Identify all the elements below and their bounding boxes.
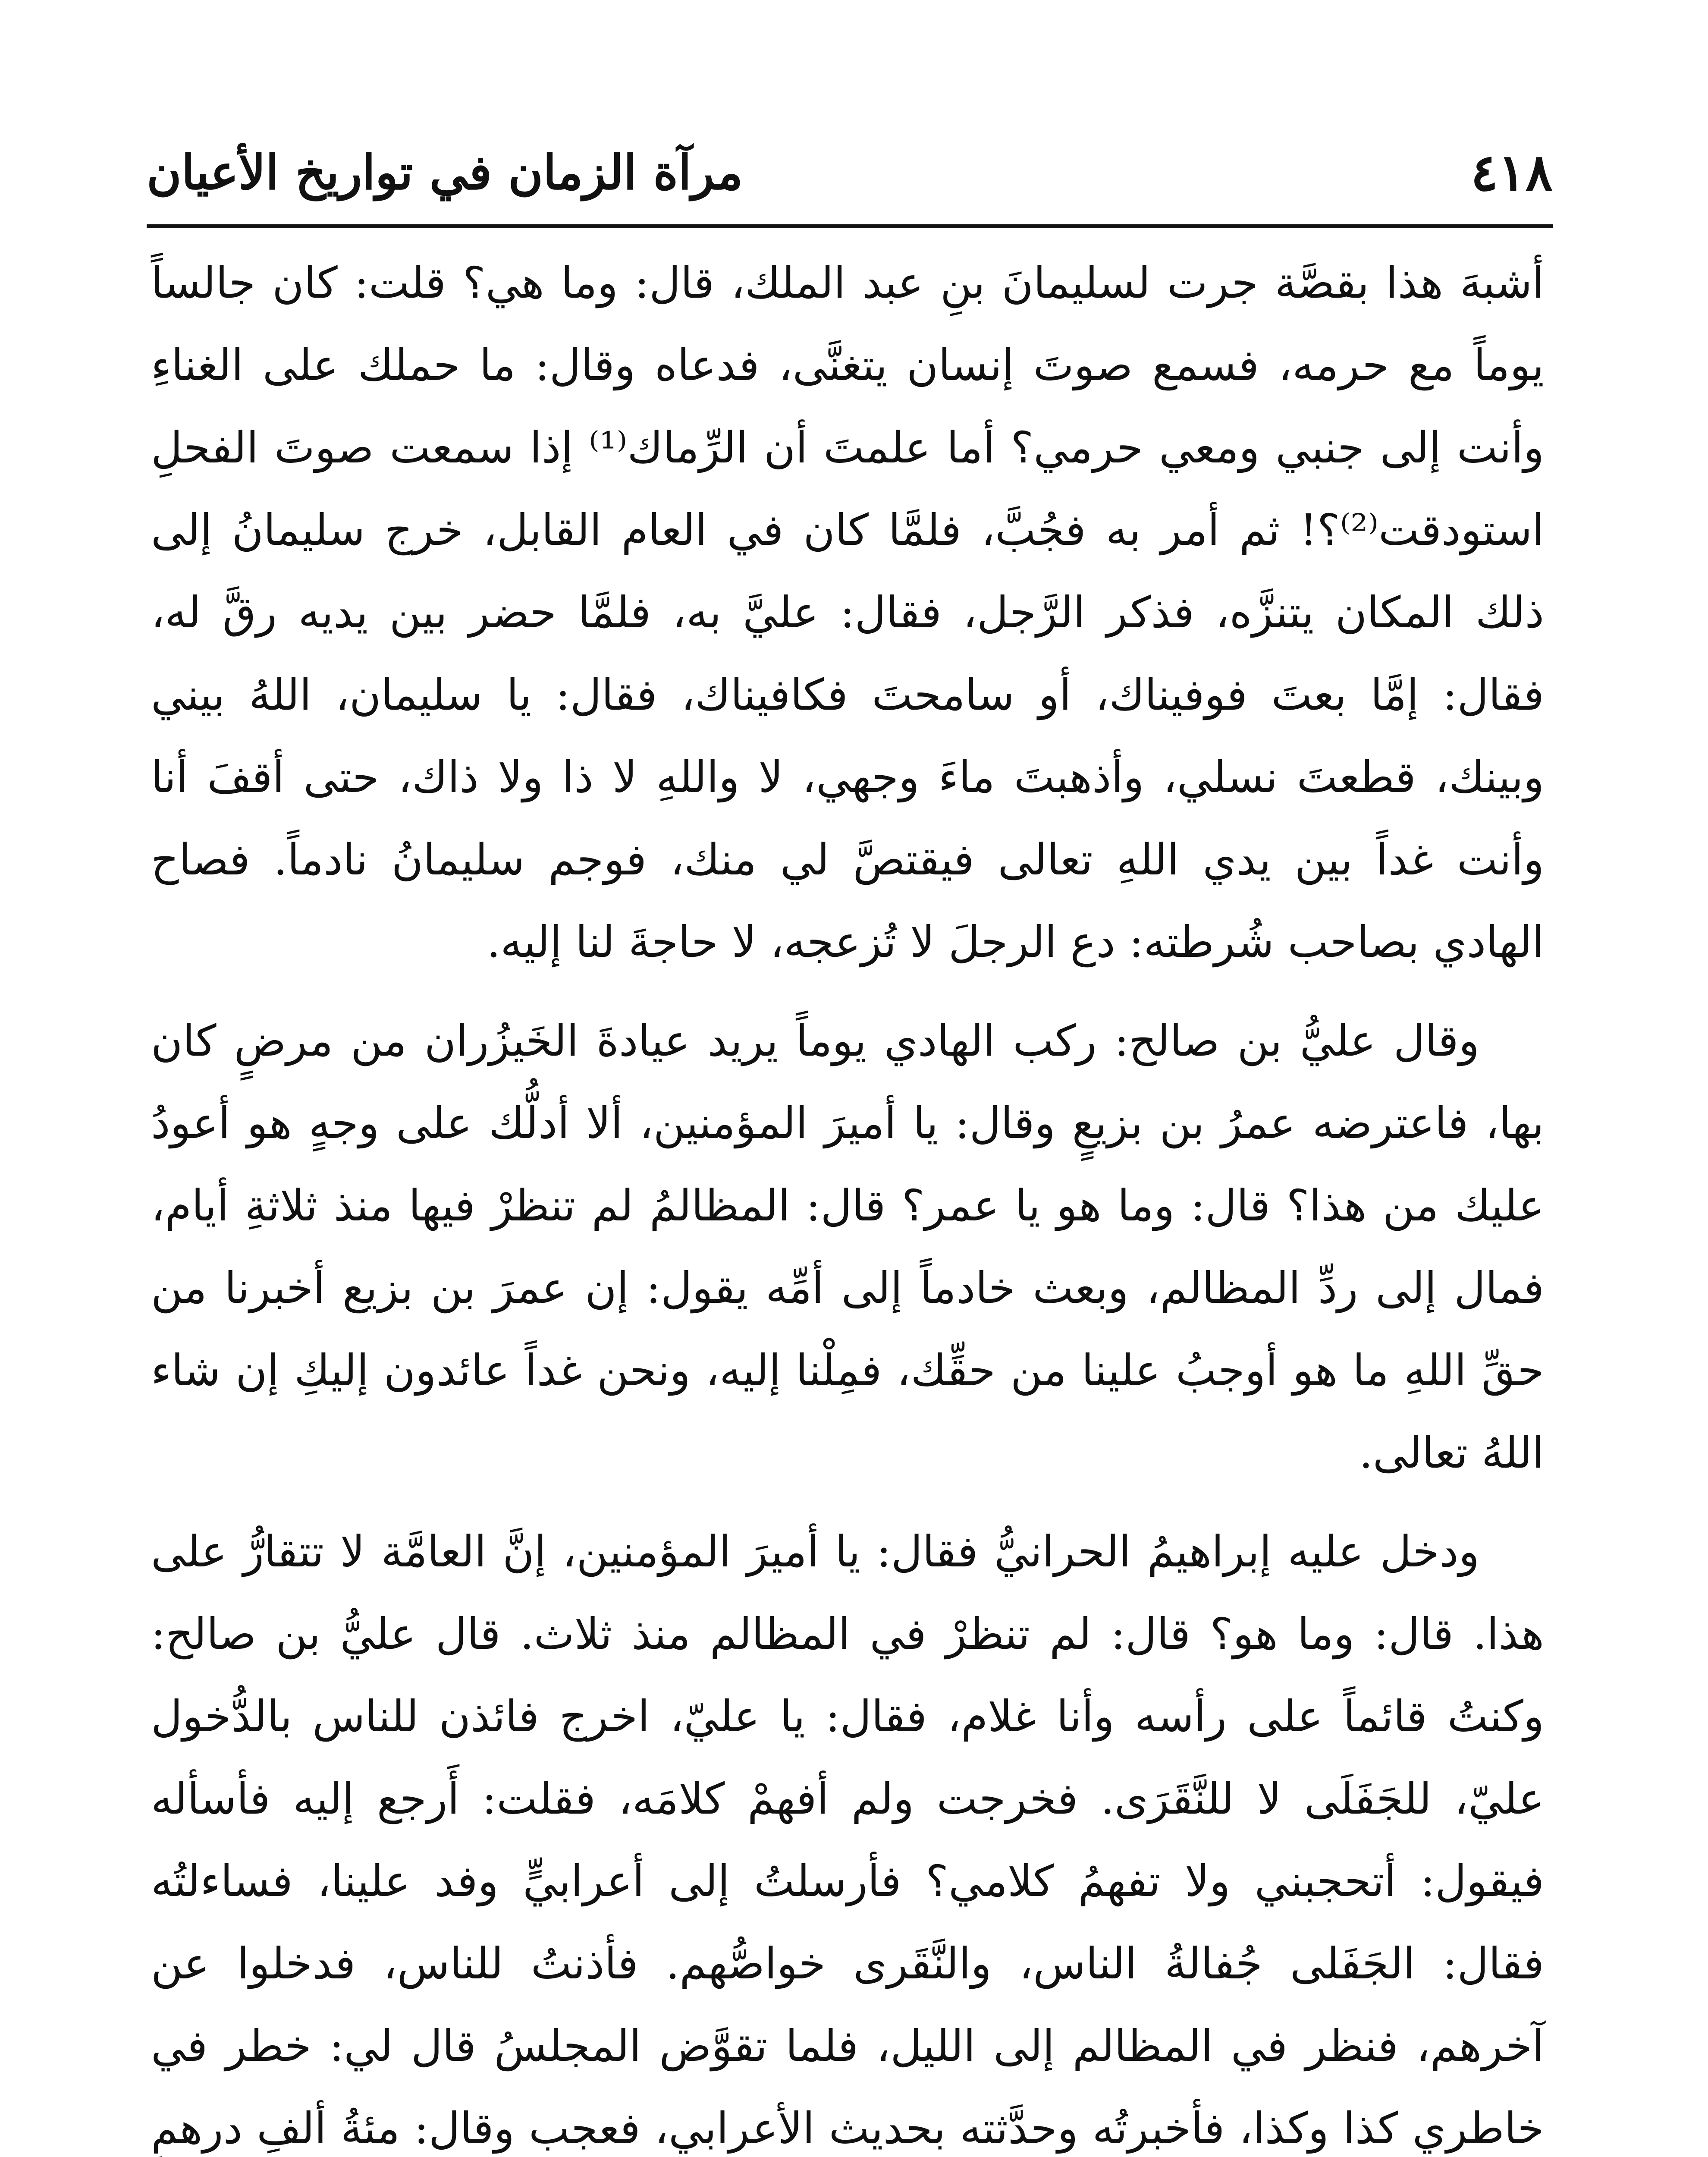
paragraph-1: أشبهَ هذا بقصَّة جرت لسليمانَ بنِ عبد الملك، قال: وما هي؟ قلت: كان جالساً يوماً مع حرمه، فسمع صوتَ إنسان يتغنَّى، فدعاه وقال: ما حملك على الغناءِ وأنت إلى جنبي ومعي حرمي؟ أما علمتَ أن الرِّماك⁽¹⁾ إذا سمعت صوتَ الفحلِ استودقت⁽²⁾؟! ثم أمر به فجُبَّ، فلمَّا كان في العام القابل، خرج سليمانُ إلى ذلك المكان يتنزَّه، فذكر الرَّجل، فقال: عليَّ به، فلمَّا حضر بين يديه رقَّ له، فقال: إمَّا بعتَ فوفيناك، أو سامحتَ فكافيناك، فقال: يا سليمان، اللهُ بيني وبينك، قطعتَ نسلي، وأذهبتَ ماءَ وجهي، لا واللهِ لا ذا ولا ذاك، حتى أقفَ أنا وأنت غداً بين يدي اللهِ تعالى فيقتصَّ لي منك، فوجم سليمانُ نادماً. فصاح الهادي بصاحب شُرطته: دع الرجلَ لا تُزعجه، لا حاجةَ لنا إليه.	[151, 258, 1544, 967]
page-header	[147, 129, 1553, 220]
paragraph-2: وقال عليُّ بن صالح: ركب الهادي يوماً يريد عيادةَ الخَيزُران من مرضٍ كان بها، فاعترضه عمرُ بن بزيعٍ وقال: يا أميرَ المؤمنين، ألا أدلُّك على وجهٍ هو أعودُ عليك من هذا؟ قال: وما هو يا عمر؟ قال: المظالمُ لم تنظرْ فيها منذ ثلاثةِ أيام، فمال إلى ردِّ المظالم، وبعث خادماً إلى أمِّه يقول: إن عمرَ بن بزيع أخبرنا من حقِّ اللهِ ما هو أوجبُ علينا من حقِّك، فمِلْنا إليه، ونحن غداً عائدون إليكِ إن شاء اللهُ تعالى.	[151, 1016, 1544, 1478]
paragraph-3: ودخل عليه إبراهيمُ الحرانيُّ فقال: يا أميرَ المؤمنين، إنَّ العامَّة لا تتقارُّ على هذا. قال: وما هو؟ قال: لم تنظرْ في المظالم منذ ثلاث. قال عليُّ بن صالح: وكنتُ قائماً على رأسه وأنا غلام، فقال: يا عليّ، اخرج فائذن للناس بالدُّخول عليّ، للجَفَلَى لا للنَّقَرَى. فخرجت ولم أفهمْ كلامَه، فقلت: أَرجع إليه فأسأله فيقول: أتحجبني ولا تفهمُ كلامي؟ فأرسلتُ إلى أعرابيٍّ وفد علينا، فساءلتُه فقال: الجَفَلى جُفالةُ الناس، والنَّقَرى خواصُّهم. فأذنتُ للناس، فدخلوا عن آخرهم، فنظر في المظالم إلى الليل، فلما تقوَّض المجلسُ قال لي: خطر في خاطري كذا وكذا، فأخبرتُه وحدَّثته بحديث الأعرابي، فعجب وقال: مئةُ ألفِ درهمٍ	[151, 1526, 1544, 2154]
header-divider	[147, 224, 1553, 228]
page-number: ٤١٨	[1470, 142, 1553, 202]
running-title: مرآة الزمان في تواريخ الأعيان	[147, 145, 743, 200]
main-text	[151, 242, 1544, 2157]
